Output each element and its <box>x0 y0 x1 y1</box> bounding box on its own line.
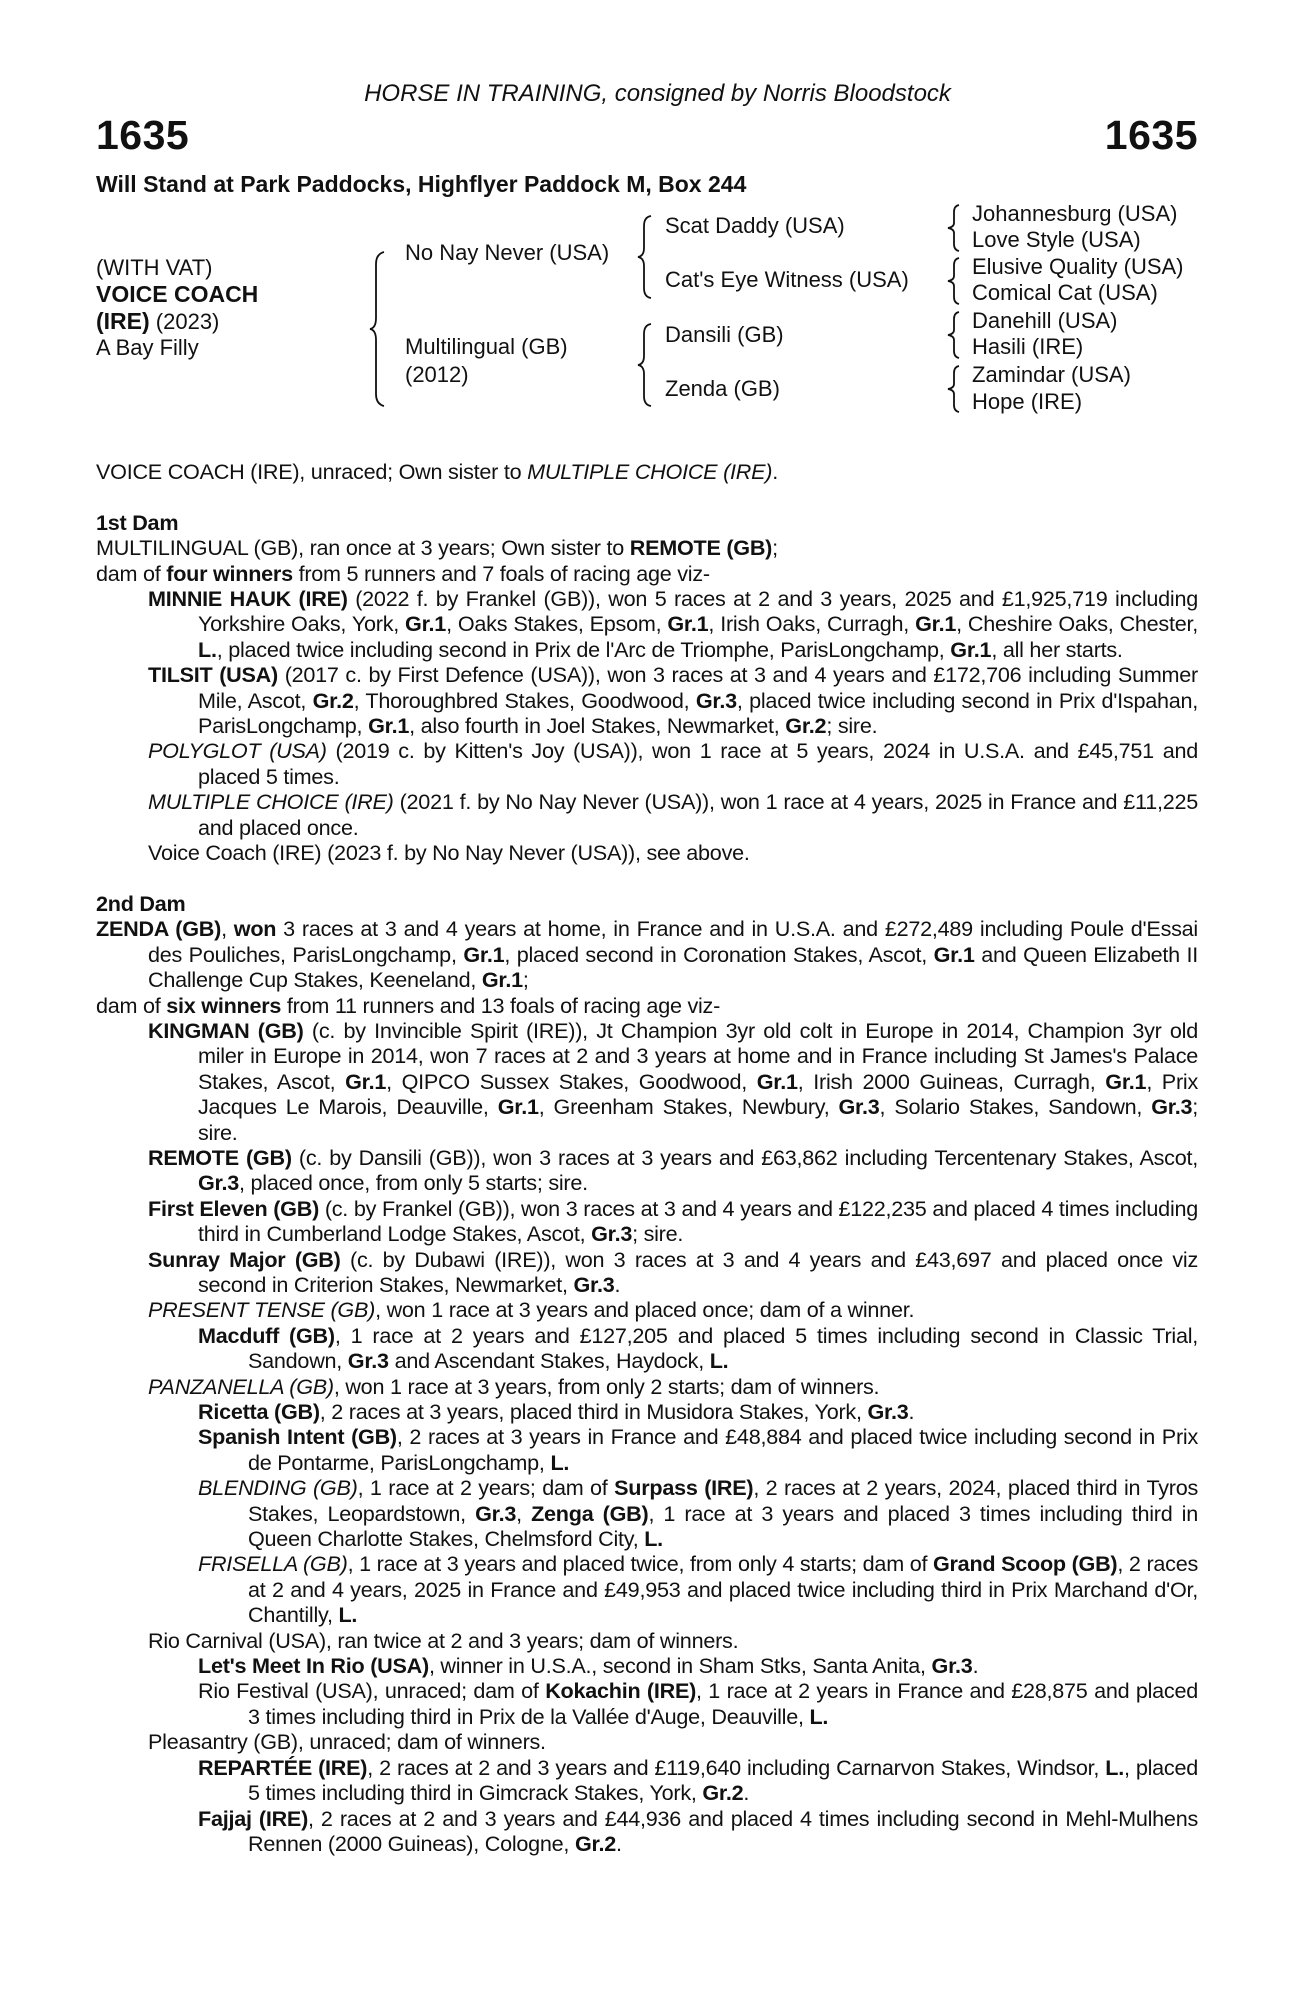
text: , 2 races at 2 and 3 years and £119,640 including Carnarvon Stakes, Windsor, <box>367 1754 1106 1780</box>
bold-text: Surpass (IRE) <box>614 1475 754 1501</box>
pedigree-paragraph <box>96 789 1198 840</box>
text: . <box>614 1271 621 1297</box>
pedigree-gen4: Danehill (USA) <box>972 308 1118 333</box>
horse-name: VOICE COACH <box>96 281 259 307</box>
bold-text: Gr.1 <box>756 1068 798 1094</box>
bold-text: Gr.1 <box>933 941 975 967</box>
pedigree-paragraph <box>96 662 1198 738</box>
text: (2022 f. by Frankel (GB)), won 5 races at 2 and 3 years, 2025 and £1,925,719 including Yorkshire Oaks, York, <box>198 586 1198 637</box>
bold-text: Sunray Major (GB) <box>148 1246 341 1272</box>
italic-text: PANZANELLA (GB) <box>148 1373 334 1399</box>
text: , Greenham Stakes, Newbury, <box>538 1094 839 1120</box>
pedigree-gen4: Love Style (USA) <box>972 227 1141 252</box>
pedigree-gen4: Comical Cat (USA) <box>972 280 1158 305</box>
text: , Irish 2000 Guineas, Curragh, <box>797 1068 1106 1094</box>
text: ; sire. <box>198 1094 1198 1145</box>
pedigree-paragraph <box>96 459 1198 484</box>
text: , 1 race at 3 years and placed twice, from only 4 starts; dam of <box>347 1551 933 1577</box>
pedigree-dam: Multilingual (GB) <box>405 334 568 359</box>
text: , won 1 race at 3 years, from only 2 starts; dam of winners. <box>333 1373 880 1399</box>
bold-text: Gr.2 <box>785 713 827 739</box>
pedigree-sire-sire: Scat Daddy (USA) <box>665 213 845 238</box>
pedigree-gen4: Zamindar (USA) <box>972 362 1131 387</box>
brace-icon <box>946 256 962 306</box>
text: , 2 races at 2 and 3 years and £44,936 and placed 4 times including second in Mehl-Mulhens Rennen (2000 Guineas), Cologne, <box>248 1805 1198 1856</box>
text: MULTILINGUAL (GB), ran once at 3 years; Own sister to <box>96 535 630 561</box>
text: (c. by Dansili (GB)), won 3 races at 3 years and £63,862 including Tercentenary Stakes, Ascot, <box>291 1144 1198 1170</box>
bold-text: Gr.1 <box>405 611 447 637</box>
bold-text: REPARTÉE (IRE) <box>198 1754 368 1780</box>
bold-text: Gr.1 <box>481 967 523 993</box>
bold-text: Macduff (GB) <box>198 1322 335 1348</box>
text: . <box>743 1780 750 1806</box>
pedigree-paragraph <box>96 1653 1198 1678</box>
text: , won 1 race at 3 years and placed once; dam of a winner. <box>375 1297 915 1323</box>
produce-record <box>96 459 1198 1856</box>
pedigree-paragraph <box>96 1374 1198 1399</box>
bold-text: Zenga (GB) <box>531 1500 649 1526</box>
pedigree-paragraph <box>96 1755 1198 1806</box>
brace-icon <box>946 364 962 414</box>
italic-text: FRISELLA (GB) <box>198 1551 348 1577</box>
pedigree-dam-dam: Zenda (GB) <box>665 376 780 401</box>
text: VOICE COACH (IRE), unraced; Own sister to <box>96 459 528 484</box>
bold-text: L. <box>338 1602 358 1628</box>
text: , QIPCO Sussex Stakes, Goodwood, <box>386 1068 757 1094</box>
bold-text: won <box>233 916 277 942</box>
bold-text: Gr.3 <box>475 1500 517 1526</box>
bold-text: First Eleven (GB) <box>148 1195 320 1221</box>
pedigree-paragraph <box>96 1806 1198 1857</box>
bold-text: Gr.3 <box>573 1271 615 1297</box>
bold-text: Gr.3 <box>198 1170 240 1196</box>
vat-note: (WITH VAT) <box>96 255 213 280</box>
brace-icon <box>636 214 654 300</box>
text: . <box>972 1653 979 1679</box>
stabling-location: Will Stand at Park Paddocks, Highflyer Paddock M, Box 244 <box>96 171 747 197</box>
brace-icon <box>636 322 654 408</box>
text: 3 races at 3 and 4 years at home, in France and in U.S.A. and £272,489 including Poule d'Essai des Pouliches, ParisLongchamp, <box>148 916 1198 967</box>
section-heading <box>96 891 1198 916</box>
text: . <box>615 1830 622 1856</box>
text: and Ascendant Stakes, Haydock, <box>388 1348 710 1374</box>
pedigree-paragraph <box>96 561 1198 586</box>
pedigree-paragraph <box>96 1475 1198 1551</box>
italic-text: MULTIPLE CHOICE (IRE) <box>148 789 394 815</box>
text: , Thoroughbred Stakes, Goodwood, <box>353 687 696 713</box>
brace-icon <box>368 250 388 408</box>
text: , Prix Jacques Le Marois, Deauville, <box>198 1068 1198 1120</box>
bold-text: Gr.3 <box>838 1094 880 1120</box>
bold-text: Gr.3 <box>1151 1094 1193 1120</box>
bold-text: L. <box>550 1449 570 1475</box>
bold-text: L. <box>198 636 217 662</box>
pedigree-paragraph <box>96 1729 1198 1754</box>
text: . <box>772 459 778 484</box>
text: , all her starts. <box>991 636 1123 662</box>
text: , 1 race at 2 years in France and £28,875 and placed 3 times including third in Prix de la Vallée d'Auge, Deauville, <box>248 1678 1199 1729</box>
text: . <box>908 1399 915 1424</box>
pedigree-paragraph <box>96 1145 1198 1196</box>
horse-description: A Bay Filly <box>96 335 199 360</box>
horse-year: (2023) <box>149 309 220 334</box>
bold-text: Gr.1 <box>950 636 992 662</box>
text: (2017 c. by First Defence (USA)), won 3 races at 3 and 4 years and £172,706 including Summer Mile, Ascot, <box>198 662 1198 713</box>
text: , 2 races at 2 years, 2024, placed third in Tyros Stakes, Leopardstown, <box>248 1475 1199 1526</box>
pedigree-paragraph <box>96 586 1198 662</box>
bold-text: Gr.1 <box>345 1068 387 1094</box>
italic-text: MULTIPLE CHOICE (IRE) <box>527 459 773 484</box>
text: , 1 race at 3 years and placed 3 times including third in Queen Charlotte Stakes, Chelmsford City, <box>248 1500 1198 1552</box>
bold-text: Gr.3 <box>867 1399 909 1424</box>
lot-number-right: 1635 <box>1104 112 1198 158</box>
bold-text: KINGMAN (GB) <box>148 1017 304 1043</box>
pedigree-paragraph <box>96 1247 1198 1298</box>
bold-text: six winners <box>166 992 282 1018</box>
pedigree-sire: No Nay Never (USA) <box>405 240 610 265</box>
bold-text: Gr.3 <box>931 1653 973 1679</box>
bold-text: Fajjaj (IRE) <box>198 1805 309 1831</box>
catalogue-header: HORSE IN TRAINING, consigned by Norris Bloodstock <box>364 80 951 107</box>
bold-text: Ricetta (GB) <box>198 1399 320 1424</box>
text: , Solario Stakes, Sandown, <box>879 1094 1152 1120</box>
text: dam of <box>96 560 167 586</box>
pedigree-paragraph <box>96 840 1198 865</box>
text: Rio Carnival (USA), ran twice at 2 and 3 years; dam of winners. <box>148 1627 739 1653</box>
pedigree-paragraph <box>96 916 1198 992</box>
text: , <box>516 1500 532 1526</box>
text: (2019 c. by Kitten's Joy (USA)), won 1 race at 5 years, 2024 in U.S.A. and £45,751 and placed 5 times. <box>198 738 1199 789</box>
bold-text: Gr.2 <box>574 1830 616 1856</box>
text: , Cheshire Oaks, Chester, <box>956 611 1198 637</box>
pedigree-paragraph <box>96 1678 1198 1729</box>
text: , 2 races at 3 years, placed third in Musidora Stakes, York, <box>319 1399 868 1424</box>
text: (c. by Frankel (GB)), won 3 races at 3 and 4 years and £122,235 and placed 4 times including third in Cumberland Lodge Stakes, Ascot, <box>198 1195 1199 1247</box>
brace-icon <box>946 310 962 360</box>
pedigree-gen4: Johannesburg (USA) <box>972 201 1178 226</box>
text: , <box>221 916 234 942</box>
bold-text: REMOTE (GB) <box>148 1144 292 1170</box>
text: , 1 race at 2 years; dam of <box>357 1475 615 1501</box>
text: (2021 f. by No Nay Never (USA)), won 1 race at 4 years, 2025 in France and £11,225 and placed once. <box>198 789 1198 840</box>
text: dam of <box>96 992 167 1018</box>
text: , placed twice including second in Prix d'Ispahan, ParisLongchamp, <box>198 687 1198 739</box>
text: Pleasantry (GB), unraced; dam of winners. <box>148 1729 546 1755</box>
text: ; sire. <box>632 1221 684 1247</box>
bold-text: Gr.1 <box>667 611 709 637</box>
bold-text: Gr.1 <box>497 1094 539 1120</box>
bold-text: L. <box>709 1348 729 1374</box>
italic-text: PRESENT TENSE (GB) <box>148 1297 376 1323</box>
pedigree-paragraph <box>96 1424 1198 1475</box>
bold-text: Gr.3 <box>347 1348 389 1374</box>
bold-text: Gr.2 <box>312 687 354 713</box>
text: , placed once, from only 5 starts; sire. <box>239 1170 588 1196</box>
italic-text: POLYGLOT (USA) <box>148 738 327 764</box>
text: ; <box>522 967 529 993</box>
text: 1st Dam <box>96 509 179 535</box>
pedigree-dam-sire: Dansili (GB) <box>665 322 784 347</box>
horse-country: (IRE) <box>96 308 150 334</box>
text: Rio Festival (USA), unraced; dam of <box>198 1678 546 1704</box>
text: ; sire. <box>826 713 878 739</box>
brace-icon <box>946 203 962 253</box>
pedigree-paragraph <box>96 1628 1198 1653</box>
pedigree-paragraph <box>96 1018 1198 1145</box>
bold-text: Kokachin (IRE) <box>545 1678 697 1704</box>
bold-text: Spanish Intent (GB) <box>198 1424 397 1450</box>
text: , Oaks Stakes, Epsom, <box>446 611 668 637</box>
text: , 2 races at 2 and 4 years, 2025 in France and £49,953 and placed twice including third in Prix Marchand d'Or, Chantilly, <box>248 1551 1198 1628</box>
bold-text: Let's Meet In Rio (USA) <box>198 1653 429 1679</box>
pedigree-paragraph <box>96 1297 1198 1322</box>
pedigree-gen4: Hope (IRE) <box>972 389 1083 414</box>
pedigree-paragraph <box>96 993 1198 1018</box>
text: (c. by Dubawi (IRE)), won 3 races at 3 and 4 years and £43,697 and placed once viz second in Criterion Stakes, Newmarket, <box>198 1246 1198 1297</box>
bold-text: ZENDA (GB) <box>96 916 222 942</box>
pedigree-paragraph <box>96 535 1198 560</box>
bold-text: Grand Scoop (GB) <box>932 1551 1118 1577</box>
pedigree-paragraph <box>96 738 1198 789</box>
text: (c. by Invincible Spirit (IRE)), Jt Champion 3yr old colt in Europe in 2014, Champion 3yr old miler in Europe in 2014, won 7 races at 2 and 3 years at home and in France including St James's Palace Stakes, Ascot, <box>198 1017 1198 1094</box>
pedigree-paragraph <box>96 1551 1198 1627</box>
text: , 2 races at 3 years in France and £48,884 and placed twice including second in Prix de Pontarme, ParisLongchamp, <box>248 1424 1198 1475</box>
bold-text: Gr.3 <box>591 1221 633 1247</box>
text: from 5 runners and 7 foals of racing age viz- <box>292 560 710 586</box>
text: , placed 5 times including third in Gimcrack Stakes, York, <box>248 1754 1198 1806</box>
bold-text: L. <box>644 1526 663 1552</box>
bold-text: Gr.3 <box>695 687 737 713</box>
bold-text: four winners <box>166 560 293 586</box>
pedigree-paragraph <box>96 1399 1198 1424</box>
bold-text: REMOTE (GB) <box>629 535 773 561</box>
pedigree-gen4: Hasili (IRE) <box>972 334 1084 359</box>
bold-text: MINNIE HAUK (IRE) <box>148 586 348 612</box>
text: from 11 runners and 13 foals of racing age viz- <box>281 992 721 1018</box>
lot-number-left: 1635 <box>96 112 190 158</box>
text: , Irish Oaks, Curragh, <box>708 611 916 637</box>
pedigree-sire-dam: Cat's Eye Witness (USA) <box>665 267 909 292</box>
text: , placed twice including second in Prix de l'Arc de Triomphe, ParisLongchamp, <box>216 636 951 662</box>
bold-text: L. <box>1105 1754 1124 1780</box>
text: 2nd Dam <box>96 890 186 916</box>
text: Voice Coach (IRE) (2023 f. by No Nay Never (USA)), see above. <box>148 840 750 866</box>
text: , winner in U.S.A., second in Sham Stks, Santa Anita, <box>428 1653 932 1679</box>
text: and Queen Elizabeth II Challenge Cup Stakes, Keeneland, <box>148 941 1198 993</box>
section-heading <box>96 510 1198 535</box>
text: ; <box>772 535 778 561</box>
bold-text: TILSIT (USA) <box>148 662 278 688</box>
text: , 1 race at 2 years and £127,205 and placed 5 times including second in Classic Trial, Sandown, <box>248 1322 1198 1374</box>
pedigree-gen4: Elusive Quality (USA) <box>972 254 1184 279</box>
italic-text: BLENDING (GB) <box>198 1475 358 1501</box>
text: , placed second in Coronation Stakes, Ascot, <box>504 941 934 967</box>
bold-text: Gr.1 <box>463 941 505 967</box>
bold-text: Gr.1 <box>1105 1068 1147 1094</box>
bold-text: Gr.1 <box>368 713 410 739</box>
pedigree-dam-year: (2012) <box>405 362 469 387</box>
pedigree-paragraph <box>96 1196 1198 1247</box>
text: , also fourth in Joel Stakes, Newmarket, <box>409 713 786 739</box>
bold-text: L. <box>809 1703 829 1729</box>
bold-text: Gr.1 <box>915 611 957 637</box>
bold-text: Gr.2 <box>702 1780 744 1806</box>
pedigree-paragraph <box>96 1323 1198 1374</box>
